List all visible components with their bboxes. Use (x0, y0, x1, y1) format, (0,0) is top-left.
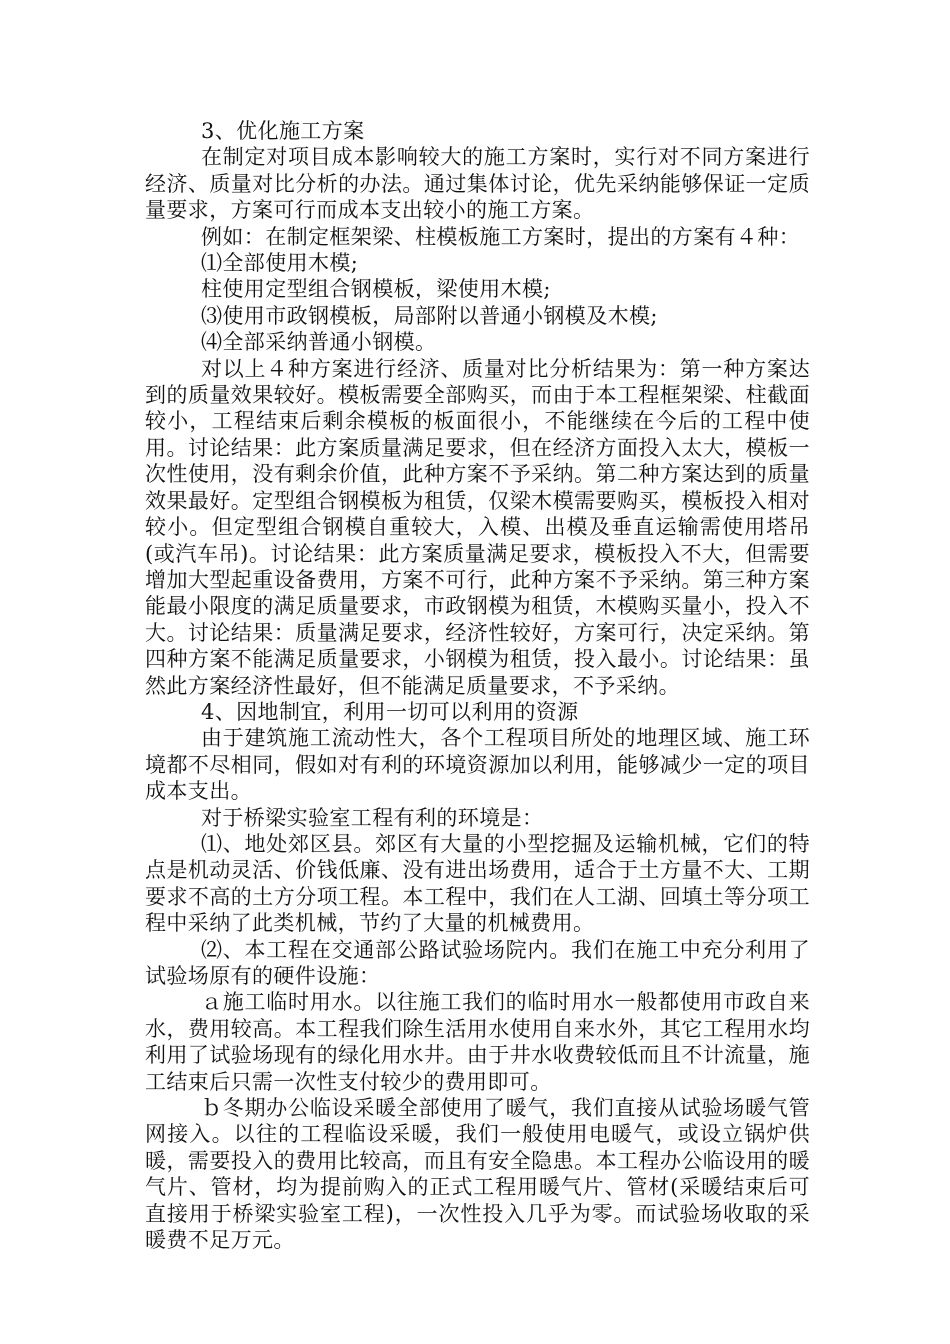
paragraph-comparison-analysis: 对以上４种方案进行经济、质量对比分析结果为：第一种方案达到的质量效果较好。模板需要全部购买，而由于本工程框架梁、柱截面较小，工程结束后剩余模板的板面很小，不能继续在今后的工程中使用。讨论结果：此方案质量满足要求，但在经济方面投入太大，模板一次性使用，没有剩余价值，此种方案不予采纳。第二种方案达到的质量效果最好。定型组合钢模板为租赁，仅梁木模需要购买，模板投入相对较小。但定型组合钢模自重较大，入模、出模及垂直运输需使用塔吊(或汽车吊)。讨论结果：此方案质量满足要求，模板投入不大，但需要增加大型起重设备费用，方案不可行，此种方案不予采纳。第三种方案能最小限度的满足质量要求，市政钢模为租赁，木模购买量小，投入不大。讨论结果：质量满足要求，经济性较好，方案可行，决定采纳。第四种方案不能满足质量要求，小钢模为租赁，投入最小。讨论结果：虽然此方案经济性最好，但不能满足质量要求，不予采纳。 (145, 356, 810, 698)
list-item-option-1: ⑴全部使用木模; (201, 251, 359, 276)
list-item-option-4: ⑷全部采纳普通小钢模。 (201, 330, 437, 355)
list-item-option-3: ⑶使用市政钢模板，局部附以普通小钢模及木模; (201, 303, 658, 328)
section-heading-3: 3、优化施工方案 (201, 119, 365, 143)
paragraph-example: 例如：在制定框架梁、柱模板施工方案时，提出的方案有４种： (201, 224, 801, 249)
paragraph-resources-intro: 由于建筑施工流动性大，各个工程项目所处的地理区域、施工环境都不尽相同，假如对有利的环境资源加以利用，能够减少一定的项目成本支出。 (145, 726, 810, 804)
sub-item-temporary-water: ａ施工临时用水。以往施工我们的临时用水一般都使用市政自来水，费用较高。本工程我们除生活用水使用自来水外，其它工程用水均利用了试验场现有的绿化用水井。由于井水收费较低而且不计流量，施工结束后只需一次性支付较少的费用即可。 (145, 990, 810, 1094)
list-item-suburban-location: ⑴、地处郊区县。郊区有大量的小型挖掘及运输机械，它们的特点是机动灵活、价钱低廉、没有进出场费用，适合于土方量不大、工期要求不高的土方分项工程。本工程中，我们在人工湖、回填土等分项工程中采纳了此类机械，节约了大量的机械费用。 (145, 831, 810, 936)
sub-item-winter-heating: ｂ冬期办公临设采暖全部使用了暖气，我们直接从试验场暖气管网接入。以往的工程临设采暖，我们一般使用电暖气，或设立锅炉供暖，需要投入的费用比较高，而且有安全隐患。本工程办公临设用的暖气片、管材，均为提前购入的正式工程用暖气片、管材(采暖结束后可直接用于桥梁实验室工程)，一次性投入几乎为零。而试验场收取的采暖费不足万元。 (145, 1096, 810, 1253)
list-item-option-2: 柱使用定型组合钢模板，梁使用木模; (201, 277, 551, 302)
paragraph-scheme-intro: 在制定对项目成本影响较大的施工方案时，实行对不同方案进行经济、质量对比分析的办法。通过集体讨论，优先采纳能够保证一定质量要求，方案可行而成本支出较小的施工方案。 (145, 145, 810, 223)
list-item-test-site-facilities: ⑵、本工程在交通部公路试验场院内。我们在施工中充分利用了试验场原有的硬件设施： (145, 937, 810, 988)
document-body (145, 118, 810, 1253)
paragraph-favorable-environment: 对于桥梁实验室工程有利的环境是： (201, 805, 544, 830)
section-heading-4: 4、因地制宜，利用一切可以利用的资源 (201, 699, 579, 724)
